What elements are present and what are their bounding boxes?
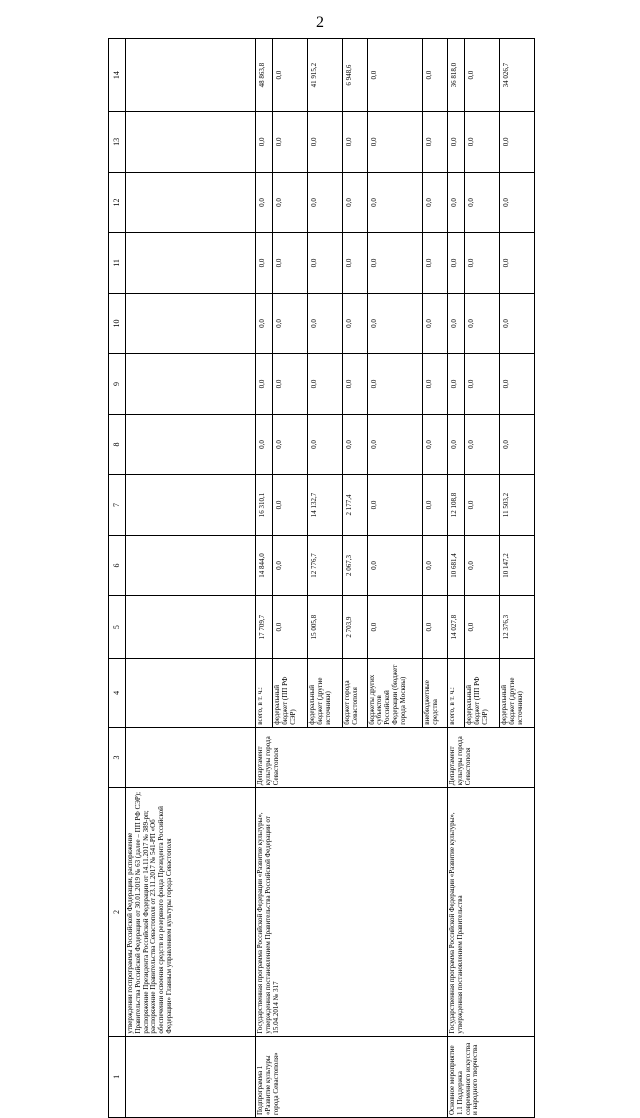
cell-basis: Государственная программа Российской Федерации «Развитие культуры», утвержденная постановлением Правительства Российской Федерации от 15.04.2014 № 317 — [256, 788, 448, 1036]
cell-blank — [126, 39, 256, 112]
cell-value: 0,0 — [272, 233, 307, 294]
cell-value: 0,0 — [464, 354, 499, 415]
cell-value: 0,0 — [307, 293, 342, 354]
cell-value: 0,0 — [256, 293, 273, 354]
cell-value: 0,0 — [464, 172, 499, 233]
col-header: 10 — [109, 293, 126, 354]
cell-value: 0,0 — [423, 414, 448, 475]
cell-value: 0,0 — [342, 293, 367, 354]
cell-value: 0,0 — [256, 233, 273, 294]
cell-value: 0,0 — [367, 293, 423, 354]
cell-blank — [126, 354, 256, 415]
cell-blank — [126, 535, 256, 596]
rotated-table-wrapper — [108, 38, 535, 1118]
cell-blank — [126, 475, 256, 536]
cell-blank — [126, 414, 256, 475]
cell-value: 10 147,2 — [499, 535, 534, 596]
cell-funding-source: федеральный бюджет (ПП РФ СЭР) — [272, 658, 307, 727]
cell-basis: Государственная программа Российской Федерации «Развитие культуры», утвержденная постановлением Правительства — [447, 788, 534, 1036]
cell-blank — [126, 293, 256, 354]
header-row — [109, 39, 126, 1118]
page-number: 2 — [316, 14, 324, 31]
col-header: 2 — [109, 788, 126, 1036]
cell-value: 0,0 — [342, 414, 367, 475]
cell-value: 0,0 — [423, 233, 448, 294]
cell-total: 0,0 — [272, 39, 307, 112]
cell-value: 0,0 — [447, 293, 464, 354]
col-header: 9 — [109, 354, 126, 415]
cell-value: 0,0 — [447, 354, 464, 415]
col-header: 13 — [109, 112, 126, 173]
cell-value: 0,0 — [499, 233, 534, 294]
cell-value: 0,0 — [423, 596, 448, 659]
cell-value: 12 376,3 — [499, 596, 534, 659]
cell-total: 0,0 — [464, 39, 499, 112]
cell-funding-source: федеральный бюджет (другие источники) — [499, 658, 534, 727]
col-header: 8 — [109, 414, 126, 475]
cell-funding-source: федеральный бюджет (ПП РФ СЭР) — [464, 658, 499, 727]
cell-value: 0,0 — [464, 475, 499, 536]
cell-value: 0,0 — [272, 112, 307, 173]
col-header: 12 — [109, 172, 126, 233]
cell-value: 14 132,7 — [307, 475, 342, 536]
cell-basis: утверждении госпрограммы Российской Федерации, распоряжение Правительства Российской Федерации от 30.01.2019 № 63 (далее – ПП РФ СЭР); распоряжение Президента Российской Федерации от 14.11.2017 № 389-рп; распоряжение Правительства Севастополя от 23.11.2017 № 541-РП «Об обеспечении освоения средств из резервного фонда Президента Российской Федерации» Главным управлением культуры города Севастополя — [126, 788, 256, 1036]
cell-value: 2 177,4 — [342, 475, 367, 536]
cell-value: 0,0 — [367, 354, 423, 415]
col-header: 11 — [109, 233, 126, 294]
cell-value: 0,0 — [307, 112, 342, 173]
cell-total: 36 818,0 — [447, 39, 464, 112]
cell-value: 0,0 — [499, 354, 534, 415]
cell-value: 0,0 — [367, 535, 423, 596]
cell-value: 0,0 — [499, 293, 534, 354]
cell-value: 0,0 — [464, 112, 499, 173]
cell-blank — [126, 172, 256, 233]
cell-value: 0,0 — [423, 172, 448, 233]
cell-value: 0,0 — [464, 414, 499, 475]
cell-value: 0,0 — [256, 414, 273, 475]
cell-total: 48 863,8 — [256, 39, 273, 112]
cell-value: 0,0 — [367, 172, 423, 233]
cell-value: 11 503,2 — [499, 475, 534, 536]
cell-value: 0,0 — [367, 475, 423, 536]
cell-blank — [126, 112, 256, 173]
cell-value: 0,0 — [423, 293, 448, 354]
cell-total: 41 915,2 — [307, 39, 342, 112]
cell-value: 17 709,7 — [256, 596, 273, 659]
cell-value: 0,0 — [272, 535, 307, 596]
cell-funding-source: бюджеты других субъектов Российской Федерации (бюджет города Москвы) — [367, 658, 423, 727]
cell-value: 0,0 — [342, 112, 367, 173]
cell-value: 0,0 — [307, 414, 342, 475]
cell-value: 0,0 — [256, 172, 273, 233]
cell-value: 0,0 — [307, 233, 342, 294]
col-header: 1 — [109, 1036, 126, 1117]
col-header: 6 — [109, 535, 126, 596]
cell-value: 0,0 — [256, 112, 273, 173]
budget-table — [108, 38, 535, 1118]
cell-value: 0,0 — [423, 535, 448, 596]
cell-value: 0,0 — [307, 172, 342, 233]
cell-value: 0,0 — [256, 354, 273, 415]
cell-total: 0,0 — [423, 39, 448, 112]
cell-value: 0,0 — [423, 112, 448, 173]
cell-value: 0,0 — [423, 354, 448, 415]
cell-value: 0,0 — [367, 596, 423, 659]
col-header: 3 — [109, 727, 126, 788]
col-header: 4 — [109, 658, 126, 727]
cell-value: 2 067,3 — [342, 535, 367, 596]
cell-value: 0,0 — [272, 475, 307, 536]
cell-blank — [126, 233, 256, 294]
cell-value: 14 844,0 — [256, 535, 273, 596]
cell-funding-source: внебюджетные средства — [423, 658, 448, 727]
cell-value: 10 681,4 — [447, 535, 464, 596]
cell-value: 0,0 — [464, 535, 499, 596]
col-header: 14 — [109, 39, 126, 112]
cell-value: 0,0 — [342, 354, 367, 415]
table-row — [447, 39, 464, 1118]
table-row — [256, 39, 273, 1118]
cell-value: 0,0 — [464, 596, 499, 659]
cell-value: 16 310,1 — [256, 475, 273, 536]
cell-blank — [126, 727, 256, 788]
cell-blank — [126, 658, 256, 727]
cell-funding-source: всего, в т. ч.: — [447, 658, 464, 727]
cell-value: 2 703,9 — [342, 596, 367, 659]
cell-value: 14 027,8 — [447, 596, 464, 659]
cell-value: 0,0 — [423, 475, 448, 536]
cell-value: 0,0 — [447, 172, 464, 233]
cell-value: 0,0 — [367, 414, 423, 475]
cell-value: 12 776,7 — [307, 535, 342, 596]
cell-value: 0,0 — [272, 414, 307, 475]
col-header: 7 — [109, 475, 126, 536]
cell-value: 0,0 — [342, 233, 367, 294]
cell-value: 0,0 — [342, 172, 367, 233]
cell-value: 0,0 — [367, 233, 423, 294]
cell-value: 0,0 — [447, 112, 464, 173]
cell-total: 6 948,6 — [342, 39, 367, 112]
cell-blank — [126, 1036, 256, 1117]
cell-value: 0,0 — [464, 293, 499, 354]
cell-funding-source: федеральный бюджет (другие источники) — [307, 658, 342, 727]
col-header: 5 — [109, 596, 126, 659]
cell-program-name: Подпрограмма 1 «Развитие культуры города Севастополя» — [256, 1036, 448, 1117]
cell-value: 0,0 — [367, 112, 423, 173]
cell-value: 0,0 — [447, 233, 464, 294]
cell-executor: Департамент культуры города Севастополя — [447, 727, 534, 788]
cell-blank — [126, 596, 256, 659]
cell-value: 0,0 — [272, 354, 307, 415]
continuation-row — [126, 39, 256, 1118]
cell-total: 34 026,7 — [499, 39, 534, 112]
cell-value: 0,0 — [499, 414, 534, 475]
cell-value: 0,0 — [499, 172, 534, 233]
cell-value: 0,0 — [464, 233, 499, 294]
cell-program-name: Основное мероприятие 1.1 Поддержка современного искусства и народного творчества — [447, 1036, 534, 1117]
cell-value: 15 005,8 — [307, 596, 342, 659]
cell-executor: Департамент культуры города Севастополя — [256, 727, 448, 788]
cell-funding-source: бюджет города Севастополя — [342, 658, 367, 727]
cell-value: 0,0 — [307, 354, 342, 415]
cell-value: 12 108,8 — [447, 475, 464, 536]
cell-value: 0,0 — [499, 112, 534, 173]
cell-value: 0,0 — [272, 293, 307, 354]
cell-value: 0,0 — [272, 172, 307, 233]
cell-value: 0,0 — [447, 414, 464, 475]
cell-value: 0,0 — [272, 596, 307, 659]
cell-total: 0,0 — [367, 39, 423, 112]
cell-funding-source: всего, в т. ч.: — [256, 658, 273, 727]
